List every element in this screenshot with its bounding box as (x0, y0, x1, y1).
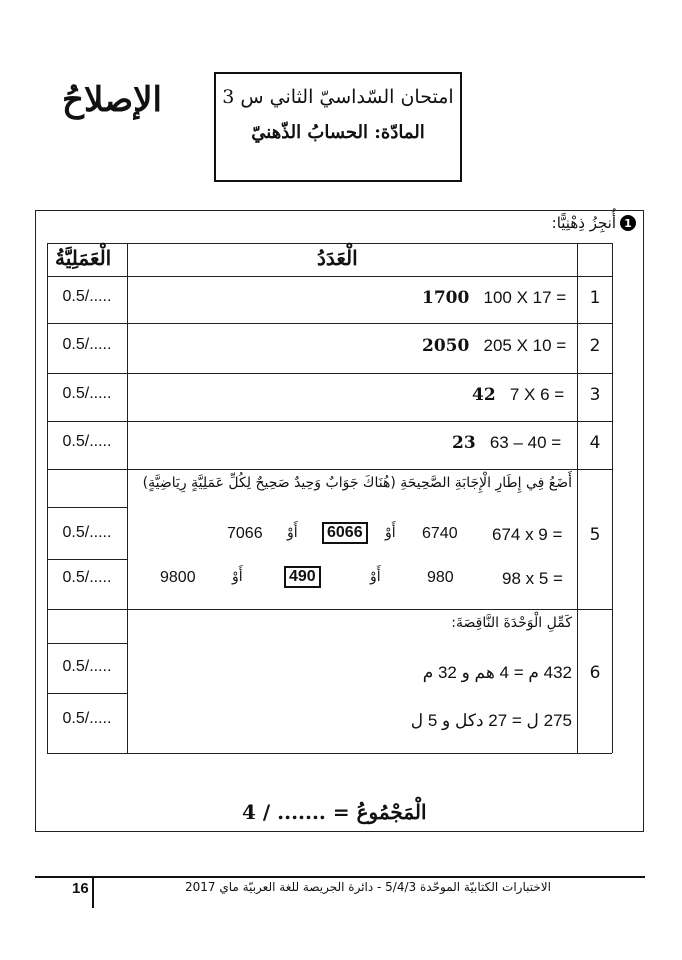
operations-table (47, 243, 612, 753)
score-field: 0.5/..... (62, 658, 112, 675)
operation-expr (472, 385, 564, 405)
header-operation: الْعَدَدُ (317, 246, 358, 270)
choice: 6740 (422, 525, 458, 542)
choice: 7066 (227, 525, 263, 542)
footer-divider (35, 876, 645, 878)
footer-divider (92, 876, 94, 908)
table-line (127, 243, 128, 753)
expression: 7 X 6 = (509, 385, 565, 404)
page-number: 16 (72, 880, 89, 897)
table-line (47, 421, 612, 422)
total-score: الْمَجْمُوعُ = ....... / 4 (242, 800, 427, 824)
choice: 9800 (160, 569, 196, 586)
operation-expr: 98 x 5 = (502, 569, 563, 588)
unit-conversion: 432 م = 4 هم و 32 م (422, 663, 572, 682)
row6-prompt: كَمِّلِ الْوَحْدَةَ النَّاقِصَةَ: (451, 615, 572, 631)
table-line (47, 753, 612, 754)
row-number: 6 (589, 663, 601, 683)
row-number: 2 (589, 336, 601, 356)
correct-choice-box: 490 (284, 566, 321, 588)
subject-title: المادّة: الحسابُ الذّهنيّ (251, 122, 425, 143)
answer: 2050 (422, 336, 470, 356)
row5-prompt: أَضَعُ فِي إِطَارِ الْإِجَابَةِ الصَّحِيحَةِ (هُنَاكَ جَوَابٌ وَحِيدٌ صَحِيحٌ لِكُلِّ عَمَلِيَّةٍ رِيَاضِيَّةٍ) (142, 475, 572, 491)
table-line (47, 507, 127, 508)
score-field: 0.5/..... (62, 385, 112, 402)
exam-header-box (214, 72, 462, 182)
instruction (552, 214, 636, 232)
table-line (47, 373, 612, 374)
or-word: أَوْ (287, 525, 298, 541)
table-line (47, 276, 612, 277)
row-number: 5 (589, 525, 601, 545)
score-field: 0.5/..... (62, 433, 112, 450)
score-field: 0.5/..... (62, 336, 112, 353)
instruction-text: أُنجِزُ ذِهْنِيًّا: (551, 214, 616, 232)
table-line (47, 693, 127, 694)
page-title: الإصلاحُ (62, 80, 162, 120)
score-field: 0.5/..... (62, 710, 112, 727)
unit-conversion: 275 ل = 27 دكل و 5 ل (410, 711, 572, 730)
operation-expr (422, 288, 566, 308)
row-number: 4 (589, 433, 601, 453)
exam-title: امتحان السّداسيّ الثاني س 3 (222, 86, 454, 108)
header-score: الْعَمَلِيَّةُ (55, 246, 112, 270)
table-line (47, 323, 612, 324)
table-line (612, 243, 613, 753)
or-word: أَوْ (385, 525, 396, 541)
operation-expr: 674 x 9 = (492, 525, 563, 544)
exercise-number-badge: 1 (620, 215, 636, 231)
or-word: أَوْ (370, 569, 381, 585)
operation-expr (452, 433, 561, 453)
table-line (47, 559, 127, 560)
score-field: 0.5/..... (62, 569, 112, 586)
choice: 980 (427, 569, 454, 586)
table-line (47, 469, 612, 470)
row-number: 1 (589, 288, 601, 308)
expression: 205 X 10 = (483, 336, 567, 355)
operation-expr (422, 336, 566, 356)
score-field: 0.5/..... (62, 288, 112, 305)
row-number: 3 (589, 385, 601, 405)
table-line (47, 609, 612, 610)
expression: 100 X 17 = (483, 288, 567, 307)
or-word: أَوْ (232, 569, 243, 585)
footer-text: الاختبارات الكتابيّة الموحّدة 5/4/3 - دائرة الجريصة للغة العربيّة ماي 2017 (185, 880, 551, 894)
table-line (47, 643, 127, 644)
answer: 23 (452, 433, 476, 453)
expression: 63 – 40 = (489, 433, 562, 452)
answer: 1700 (422, 288, 470, 308)
table-line (47, 243, 612, 244)
answer: 42 (472, 385, 496, 405)
score-field: 0.5/..... (62, 524, 112, 541)
table-line (47, 243, 48, 753)
correct-choice-box: 6066 (322, 522, 368, 544)
